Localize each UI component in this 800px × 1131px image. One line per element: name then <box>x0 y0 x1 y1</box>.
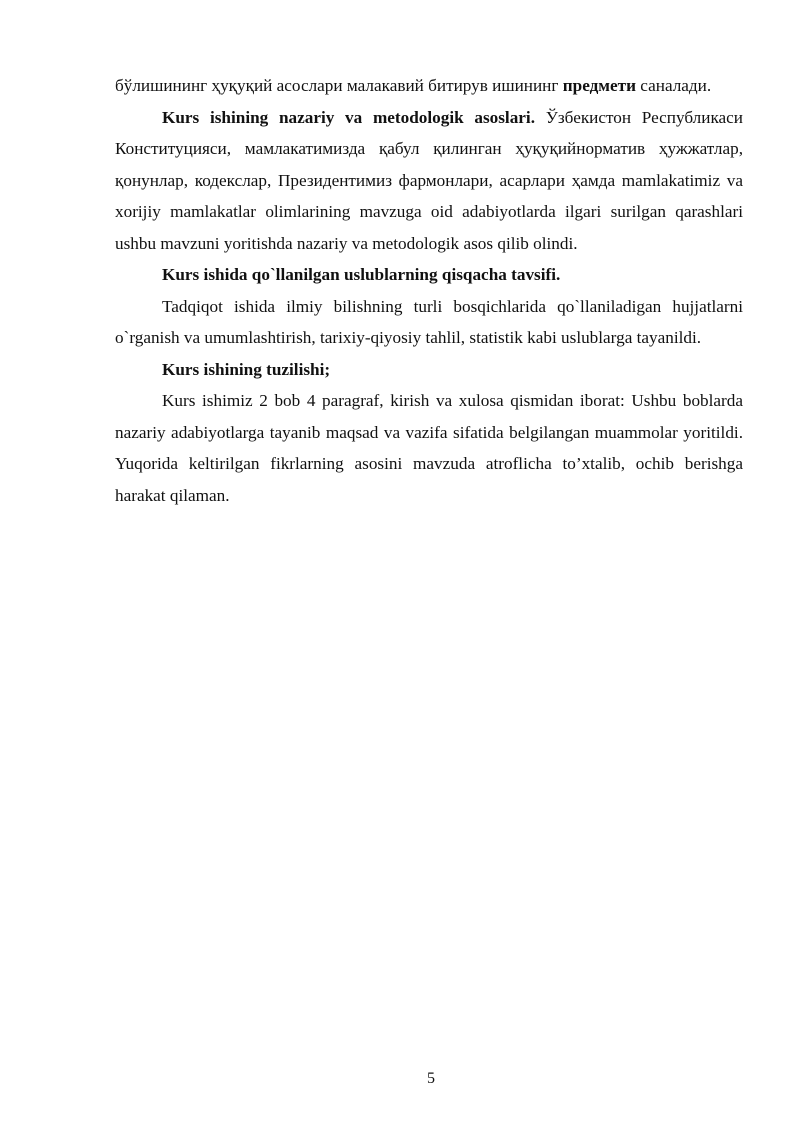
subject-bold-term: предмети <box>562 76 636 95</box>
page-number: 5 <box>427 1070 435 1087</box>
document-body <box>115 70 743 511</box>
heading-theoretical-basis: Kurs ishining nazariy va metodologik asoslari. <box>162 107 535 127</box>
heading-structure: Kurs ishining tuzilishi; <box>162 359 331 379</box>
paragraph-subject-text: бўлишининг ҳуқуқий асослари малакавий битирув ишининг <box>115 76 563 95</box>
paragraph-structure: Kurs ishimiz 2 bob 4 paragraf, kirish va xulosa qismidan iborat: Ushbu boblarda nazariy adabiyotlarga tayanib maqsad va vazifa sifatida belgilangan muammolar yoritildi. Yuqorida keltirilgan fikrlarning asosini mavzuda atroflicha to’xtalib, ochib berishga harakat qilaman. <box>115 391 743 505</box>
paragraph-theoretical-basis <box>115 102 743 260</box>
paragraph-methods: Tadqiqot ishida ilmiy bilishning turli bosqichlarida qo`llaniladigan hujjatlarni o`rganish va umumlashtirish, tarixiy-qiyosiy tahlil, statistik kabi uslublarga tayanildi. <box>115 296 743 347</box>
heading-methods: Kurs ishida qo`llanilgan uslublarning qisqacha tavsifi. <box>162 265 561 284</box>
paragraph-theoretical-basis-text: Ўзбекистон Республикаси Конституцияси, мамлакатимизда қабул қилинган ҳуқуқийнорматив ҳужжатлар, қонунлар, кодекслар, Президентимиз фармонлари, асарлари ҳамда mamlakatimiz va xorijiy mamlakatlar olimlarining mavzuga oid adabiyotlarda ilgari surilgan qarashlari ushbu mavzuni yoritishda nazariy va metodologik asos qilib olindi. <box>115 107 744 253</box>
paragraph-subject-tail: саналади. <box>635 76 712 95</box>
paragraph-subject <box>115 70 743 102</box>
